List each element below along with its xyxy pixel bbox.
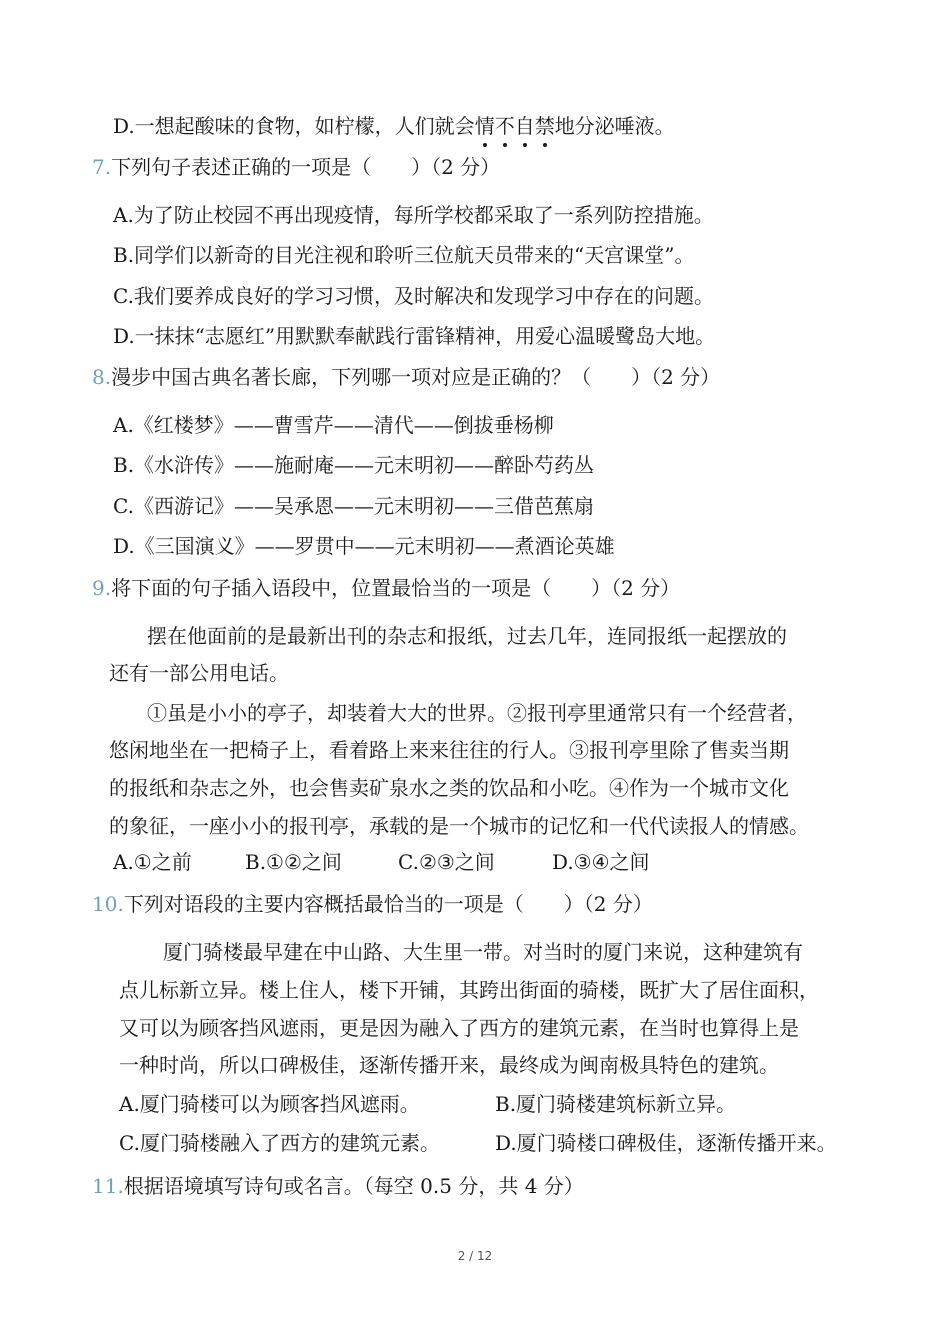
q10-passage-line: 厦门骑楼最早建在中山路、大生里一带。对当时的厦门来说，这种建筑有 <box>163 940 803 964</box>
question-number: 8. <box>92 365 112 389</box>
question-number: 7. <box>92 155 112 179</box>
question-text: 根据语境填写诗句或名言。（每空 0.5 分，共 4 分） <box>123 1174 584 1198</box>
q9-passage-line: 的象征，一座小小的报刊亭，承载的是一个城市的记忆和一代代读报人的情感。 <box>109 814 809 838</box>
q8-option-a: A.《红楼梦》——曹雪芹——清代——倒拔垂杨柳 <box>113 413 554 437</box>
question-10-stem <box>92 890 653 918</box>
q7-option-c: C.我们要养成良好的学习习惯，及时解决和发现学习中存在的问题。 <box>113 284 714 308</box>
q10-passage-line: 又可以为顾客挡风遮雨，更是因为融入了西方的建筑元素，在当时也算得上是 <box>119 1016 799 1040</box>
question-number: 10. <box>92 892 124 916</box>
question-text: 将下面的句子插入语段中，位置最恰当的一项是（ ）（2 分） <box>111 576 681 600</box>
q10-passage-line: 点儿标新立异。楼上住人，楼下开铺，其跨出街面的骑楼，既扩大了居住面积， <box>119 978 819 1002</box>
q10-option-b: B.厦门骑楼建筑标新立异。 <box>495 1092 737 1116</box>
q9-passage-line: ①虽是小小的亭子，却装着大大的世界。②报刊亭里通常只有一个经营者， <box>147 701 807 725</box>
q9-option-b: B.①②之间 <box>245 850 342 874</box>
emphasis-dotted-char: 自 <box>514 114 535 138</box>
emphasis-dotted-char: 情 <box>474 114 495 138</box>
q6-option-d <box>113 112 675 140</box>
q7-option-d: D.一抹抹“志愿红”用默默奉献践行雷锋精神，用爱心温暖鹭岛大地。 <box>113 324 716 348</box>
q8-option-d: D.《三国演义》——罗贯中——元末明初——煮酒论英雄 <box>113 534 615 558</box>
question-8-stem <box>92 363 720 391</box>
emphasis-dotted-char: 不 <box>494 114 515 138</box>
q9-option-a: A.①之前 <box>113 850 192 874</box>
q9-sentence-line: 还有一部公用电话。 <box>109 661 289 685</box>
q9-sentence-line: 摆在他面前的是最新出刊的杂志和报纸，过去几年，连同报纸一起摆放的 <box>147 624 787 648</box>
question-number: 11. <box>92 1174 124 1198</box>
q9-passage-line: 悠闲地坐在一把椅子上，看着路上来来往往的行人。③报刊亭里除了售卖当期 <box>109 738 789 762</box>
q7-option-a: A.为了防止校园不再出现疫情，每所学校都采取了一系列防控措施。 <box>113 203 714 227</box>
page-number: 2 / 12 <box>457 1249 493 1263</box>
q9-option-c: C.②③之间 <box>398 850 495 874</box>
question-9-stem <box>92 574 680 602</box>
question-text: 下列对语段的主要内容概括最恰当的一项是（ ）（2 分） <box>123 892 653 916</box>
question-11-stem <box>92 1172 584 1200</box>
question-number: 9. <box>92 576 112 600</box>
q10-passage-line: 一种时尚，所以口碑极佳，逐渐传播开来，最终成为闽南极具特色的建筑。 <box>119 1053 779 1077</box>
question-text: 下列句子表述正确的一项是（ ）（2 分） <box>111 155 501 179</box>
q6-option-d-text-before: D.一想起酸味的食物，如柠檬，人们就会 <box>113 114 475 138</box>
q6-option-d-text-after: 地分泌唾液。 <box>554 114 675 138</box>
q10-option-c: C.厦门骑楼融入了西方的建筑元素。 <box>119 1131 440 1155</box>
q9-passage-line: 的报纸和杂志之外，也会售卖矿泉水之类的饮品和小吃。④作为一个城市文化 <box>109 776 789 800</box>
question-text: 漫步中国古典名著长廊，下列哪一项对应是正确的？（ ）（2 分） <box>111 365 721 389</box>
q10-option-a: A.厦门骑楼可以为顾客挡风遮雨。 <box>119 1092 420 1116</box>
q7-option-b: B.同学们以新奇的目光注视和聆听三位航天员带来的“天宫课堂”。 <box>113 243 695 267</box>
emphasis-dotted-char: 禁 <box>534 114 555 138</box>
q9-option-d: D.③④之间 <box>552 850 650 874</box>
q8-option-b: B.《水浒传》——施耐庵——元末明初——醉卧芍药丛 <box>113 453 595 477</box>
question-7-stem <box>92 153 500 181</box>
q10-option-d: D.厦门骑楼口碑极佳，逐渐传播开来。 <box>495 1131 837 1155</box>
q8-option-c: C.《西游记》——吴承恩——元末明初——三借芭蕉扇 <box>113 494 594 518</box>
